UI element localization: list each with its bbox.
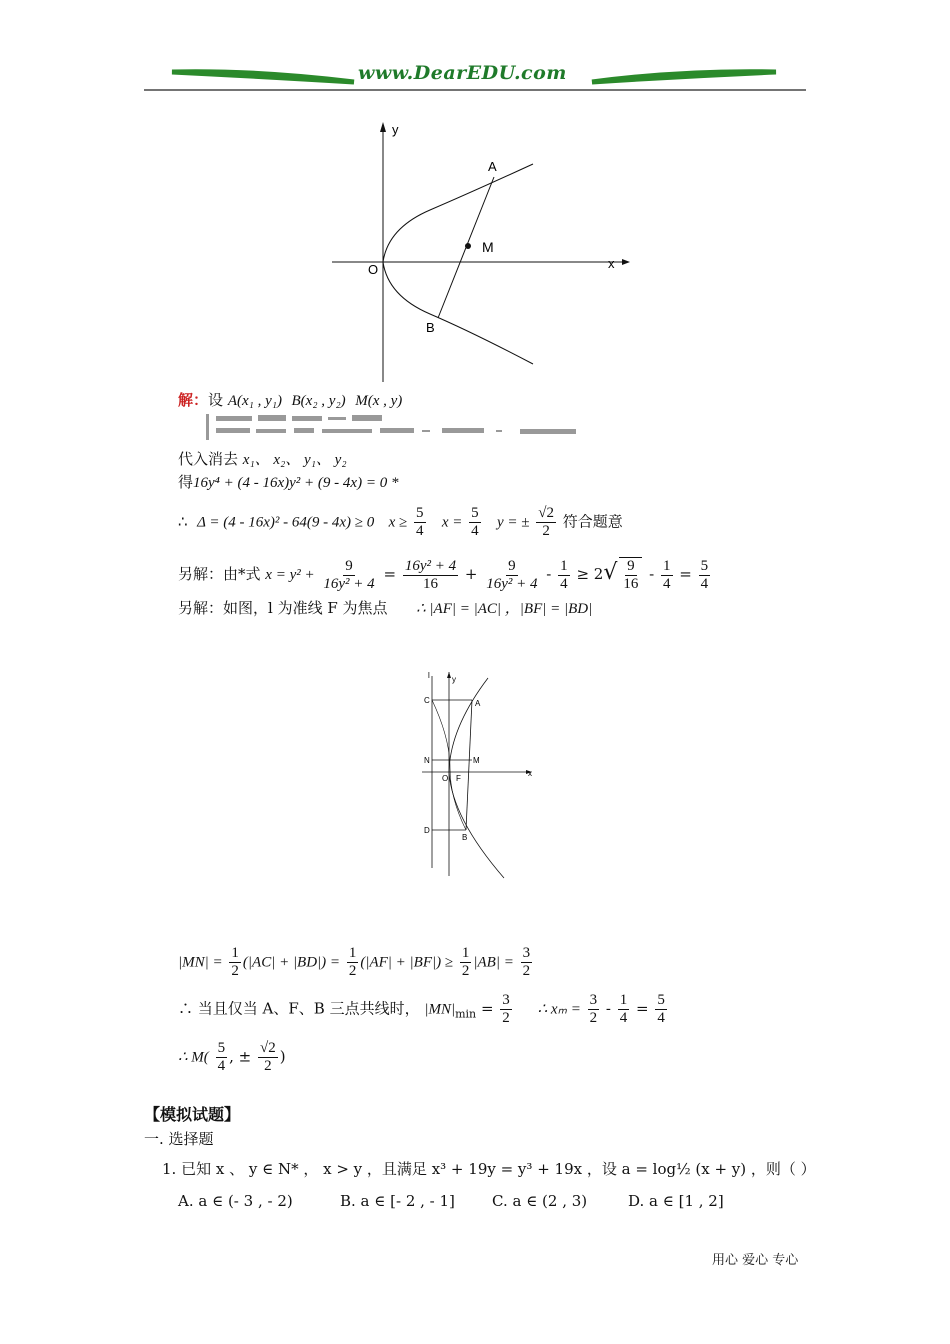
fig1-o-label: O <box>368 262 379 277</box>
figure-parabola-2 <box>420 668 536 880</box>
frac-1-4-b: $\frac{1}{4}$ <box>663 557 671 592</box>
point-a: A(x₁ , y₁) <box>227 393 282 409</box>
option-c[interactable]: C. a ∈ (2 , 3) <box>492 1192 588 1210</box>
alt-solution-1-line: 另解：由*式 x = y² + $\frac{9}{\text{16y² + 4}}$ = $\frac{\text{16y² + 4}}{16}$ + $\frac{9}{\text{16y² + 4}}$ - $\frac{1}{4}$ ≥ 2√ $\frac{9}{16}$ - $\frac{1}{4}$ = $\frac{5}{4}$ <box>178 557 709 592</box>
m-result-line <box>178 1040 286 1075</box>
y-eq: y = ± <box>496 514 530 531</box>
fig1-m-label: M <box>482 239 494 255</box>
fig2-y-label: y <box>452 675 456 684</box>
option-b[interactable]: B. a ∈ [- 2 , - 1] <box>340 1192 455 1210</box>
frac-5-4-d: $\frac{5}{4}$ <box>657 992 665 1026</box>
fig2-o-label: O <box>442 774 449 783</box>
fig2-m-label: M <box>473 756 480 765</box>
quartic-equation-line <box>178 472 398 493</box>
frac-root2-2: $\frac{√2}{2}$ <box>538 505 554 539</box>
sqrt-9-16: $\frac{9}{16}$ <box>619 557 642 593</box>
x-eq: x = <box>441 514 463 531</box>
minus-sign: - <box>605 999 611 1018</box>
fig1-b-label: B <box>426 320 435 335</box>
frac-5-4-b: $\frac{5}{4}$ <box>471 505 479 539</box>
frac-3-2-c: $\frac{3}{2}$ <box>589 992 598 1026</box>
min-subscript: min <box>455 1007 477 1021</box>
fig2-f-label: F <box>456 774 461 783</box>
collinear-line <box>178 992 669 1027</box>
garbled-equation-image <box>206 412 578 442</box>
x-ge: x ≥ <box>388 514 408 531</box>
mn-mid1: (|AC| + |BD|) = <box>242 954 341 971</box>
option-a[interactable]: A. a ∈ (- 3 , - 2) <box>178 1192 293 1210</box>
fig2-d-label: D <box>424 826 430 835</box>
frac-1-2-a: $\frac{1}{2}$ <box>231 945 239 979</box>
exercise-title: 【模拟试题】 <box>144 1105 241 1124</box>
delta-line <box>178 505 623 540</box>
point-b: B(x₂ , y₂) <box>291 393 346 409</box>
frac-1-2-c: $\frac{1}{2}$ <box>461 945 470 979</box>
therefore-symbol: ∴ <box>178 512 188 531</box>
solution-set-line <box>178 390 402 411</box>
mn-mid3: |AB| = <box>473 954 514 971</box>
frac-16y-16: $\frac{\text{16y² + 4}}{16}$ <box>404 557 457 592</box>
frac-5-4-c: $\frac{5}{4}$ <box>700 557 709 592</box>
delta-inequality: Δ = (4 - 16x)² - 64(9 - 4x) ≥ 0 <box>197 514 375 531</box>
frac-5-4-e: $\frac{5}{4}$ <box>217 1040 226 1074</box>
question-1: 1. 已知 x 、 y ∈ N* ， x > y ，且满足 x³ + 19y = y³ + 19x ，设 a = log½ (x + y) ，则（ ） <box>162 1160 816 1178</box>
mn-inequality-line <box>178 945 534 980</box>
fig2-l-label: l <box>428 671 430 680</box>
frac-1-4-a: $\frac{1}{4}$ <box>560 557 568 592</box>
frac-1-4-c: $\frac{1}{4}$ <box>619 992 628 1026</box>
substitute-vars: x₁、 x₂、 y₁、 y₂ <box>242 452 347 468</box>
mn-min: |MN| <box>424 1001 456 1018</box>
site-logo: www.DearEDU.com <box>358 62 567 84</box>
figure-parabola-1 <box>330 118 630 382</box>
alt1-prefix: 另解：由*式 <box>178 565 261 583</box>
frac-3-2-a: $\frac{3}{2}$ <box>522 945 531 979</box>
m-result-open: ∴ M( <box>178 1049 209 1066</box>
frac-root2-2-b: $\frac{√2}{2}$ <box>259 1040 276 1074</box>
frac-9-16y: $\frac{9}{\text{16y² + 4}}$ <box>323 557 375 592</box>
section-heading: 一. 选择题 <box>144 1130 214 1148</box>
fig2-b-label: B <box>462 833 468 842</box>
fig2-x-label: x <box>528 769 532 778</box>
xm-label: ∴ xₘ = <box>537 1001 581 1018</box>
footer-text: 用心 爱心 专心 <box>712 1253 799 1268</box>
fig1-x-label: x <box>608 256 615 271</box>
fig1-y-label: y <box>392 122 399 137</box>
header-banner <box>144 62 806 94</box>
point-m: M(x , y) <box>355 393 403 409</box>
eq-sign-a: = <box>480 999 494 1018</box>
quartic-equation: 16y⁴ + (4 - 16x)y² + (9 - 4x) = 0 * <box>193 475 399 491</box>
fig2-c-label: C <box>424 696 430 705</box>
iff-text: ∴ 当且仅当 A、F、B 三点共线时， <box>178 999 420 1018</box>
frac-9-16y-b: $\frac{9}{\text{16y² + 4}}$ <box>486 557 538 592</box>
fuhe-text: 符合题意 <box>562 512 623 531</box>
de-text: 得 <box>178 473 194 491</box>
eq-sign-b: = <box>636 999 649 1018</box>
m-result-close: ) <box>279 1047 286 1066</box>
fig2-a-label: A <box>475 699 481 708</box>
alt1-eq: x = y² + <box>265 567 315 583</box>
substitute-text: 代入消去 <box>178 450 239 468</box>
ge-2: ≥ 2 <box>576 565 604 583</box>
alt2-eq: ∴ |AF| = |AC| ，|BF| = |BD| <box>416 601 593 617</box>
alt2-text: 另解：如图，l 为准线 F 为焦点 <box>178 599 388 617</box>
fig1-a-label: A <box>488 159 497 174</box>
frac-1-2-b: $\frac{1}{2}$ <box>348 945 357 979</box>
pm-sign: , ± <box>229 1047 252 1066</box>
substitute-line <box>178 449 347 470</box>
mn-mid2: (|AF| + |BF|) ≥ <box>360 954 454 971</box>
alt-solution-2-line <box>178 598 592 619</box>
mn-lhs: |MN| = <box>178 954 223 971</box>
fig2-n-label: N <box>424 756 430 765</box>
frac-3-2-b: $\frac{3}{2}$ <box>502 992 510 1026</box>
jie-label: 解： <box>178 391 209 409</box>
option-d[interactable]: D. a ∈ [1 , 2] <box>628 1192 724 1210</box>
frac-5-4-a: $\frac{5}{4}$ <box>416 505 424 539</box>
set-prefix: 设 <box>208 391 224 409</box>
